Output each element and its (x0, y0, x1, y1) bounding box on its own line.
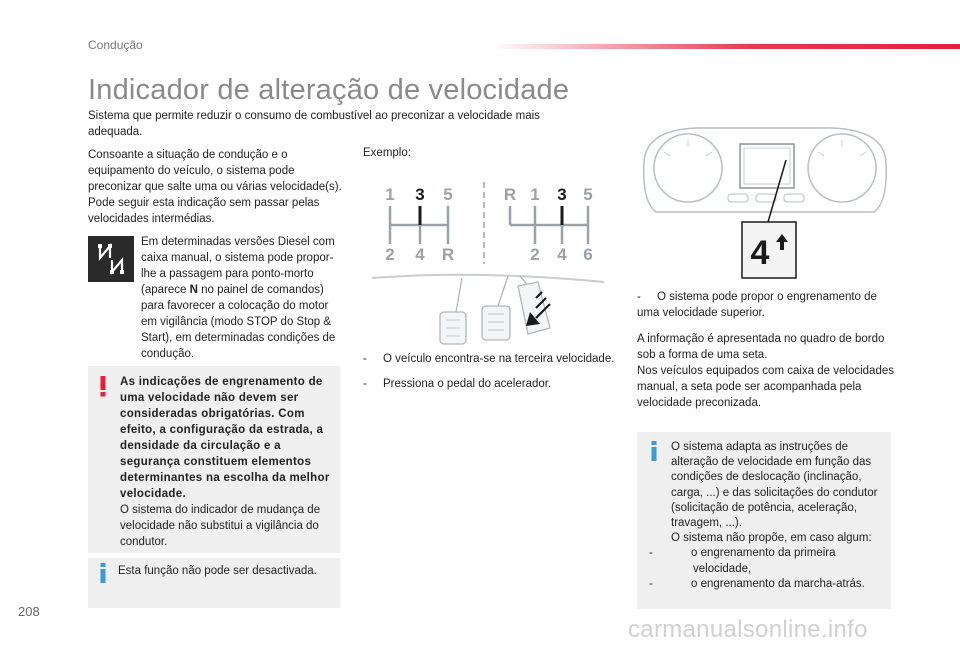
gear-right-2: 2 (530, 245, 540, 264)
info-deactivation-text: Esta função não pode ser desactivada. (118, 565, 317, 577)
bullet-third-gear-text: O veículo encontra-se na terceira velocidade. (383, 353, 615, 365)
info-i-icon (97, 562, 109, 589)
warning-strong-text: As indicações de engrenamento de uma velocidade não devem ser consideradas obrigatórias. Com efeito, a configuração da estrada, a densidade da circulação e a segurança constituem elementos determinantes na escolha da melhor velocidade. (120, 376, 330, 500)
gear-left-2: 2 (385, 245, 395, 264)
info-adapt-text (649, 440, 887, 592)
info-i-icon (648, 440, 660, 467)
bullet-higher-gear: - O sistema pode propor o engrenamento de uma velocidade superior. (637, 291, 877, 319)
gear-shift-diagram (380, 178, 610, 268)
bullet-accelerator-text: Pressiona o pedal do acelerador. (383, 378, 552, 390)
info-adapt-p2: O sistema não propõe, em caso algum: (671, 532, 872, 545)
pedals-illustration (368, 268, 608, 348)
warning-normal-text: O sistema do indicador de mudança de velocidade não substitui a vigilância do condutor. (120, 504, 321, 548)
gear-right-5: 5 (583, 185, 593, 204)
gear-right-4: 4 (557, 245, 567, 264)
warning-text (120, 374, 336, 550)
section-label: Condução (88, 38, 143, 52)
gear-right-3: 3 (557, 185, 567, 204)
info-adapt-p1: O sistema adapta as instruções de alteração de velocidade em função das condições de deslocação (inclinação, carga, ...) e das solicitações do condutor (solicitação de potência, aceleração, travagem, ...). (671, 441, 878, 530)
list-item: - o engrenamento da marcha-atrás. (649, 577, 865, 590)
gear-right-r: R (503, 185, 517, 204)
bullet-accelerator: - Pressiona o pedal do acelerador. (363, 378, 552, 390)
bullet-higher-gear-text: O sistema pode propor o engrenamento de uma velocidade superior. (637, 291, 877, 319)
gear-left-3: 3 (415, 185, 425, 204)
example-label: Exemplo: (363, 147, 411, 159)
list-item-text-first-gear: o engrenamento da primeira velocidade, (691, 547, 836, 575)
situation-paragraph: Consoante a situação de condução e o equipamento do veículo, o sistema pode preconizar que salte uma ou várias velocidade(s). Pode seguir esta indicação sem passar pelas velocidades intermédias. (88, 149, 342, 225)
diesel-neutral-paragraph (141, 234, 341, 362)
neutral-letter: N (189, 284, 198, 296)
diesel-text-before: Em determinadas versões Diesel com caixa manual, o sistema pode propor-lhe a passagem para ponto-morto (aparece (141, 236, 335, 296)
gear-left-1: 1 (385, 185, 395, 204)
page-title: Indicador de alteração de velocidade (88, 74, 570, 106)
page-number: 208 (18, 604, 40, 619)
list-item-text-reverse: o engrenamento da marcha-atrás. (691, 577, 865, 590)
neutral-n-icon (88, 236, 134, 282)
bullet-third-gear: - O veículo encontra-se na terceira velocidade. (363, 353, 615, 365)
display-info-text-2: Nos veículos equipados com caixa de velocidades manual, a seta pode ser acompanhada pela velocidade preconizada. (637, 365, 894, 409)
list-item: - o engrenamento da primeira velocidade, (649, 547, 836, 575)
instrument-cluster-illustration (636, 122, 894, 284)
display-info-text-1: A informação é apresentada no quadro de bordo sob a forma de uma seta. (637, 333, 885, 361)
diesel-text-after: no painel de comandos) para favorecer a colocação do motor em vigilância (modo STOP do Stop & Start), em determinadas condições de condução. (141, 284, 336, 360)
header-accent-bar (490, 44, 960, 49)
gear-left-4: 4 (415, 245, 425, 264)
gear-right-1: 1 (530, 185, 540, 204)
warning-exclamation-icon (94, 374, 112, 403)
cluster-gear-digit: 4 (750, 234, 770, 272)
watermark: carmanualsonline.info (628, 616, 868, 643)
gear-right-6: 6 (583, 245, 593, 264)
gear-left-r: R (441, 245, 455, 264)
gear-left-5: 5 (443, 185, 453, 204)
display-info-paragraph (637, 331, 897, 411)
intro-text: Sistema que permite reduzir o consumo de combustível ao preconizar a velocidade mais adequada. (88, 110, 540, 138)
